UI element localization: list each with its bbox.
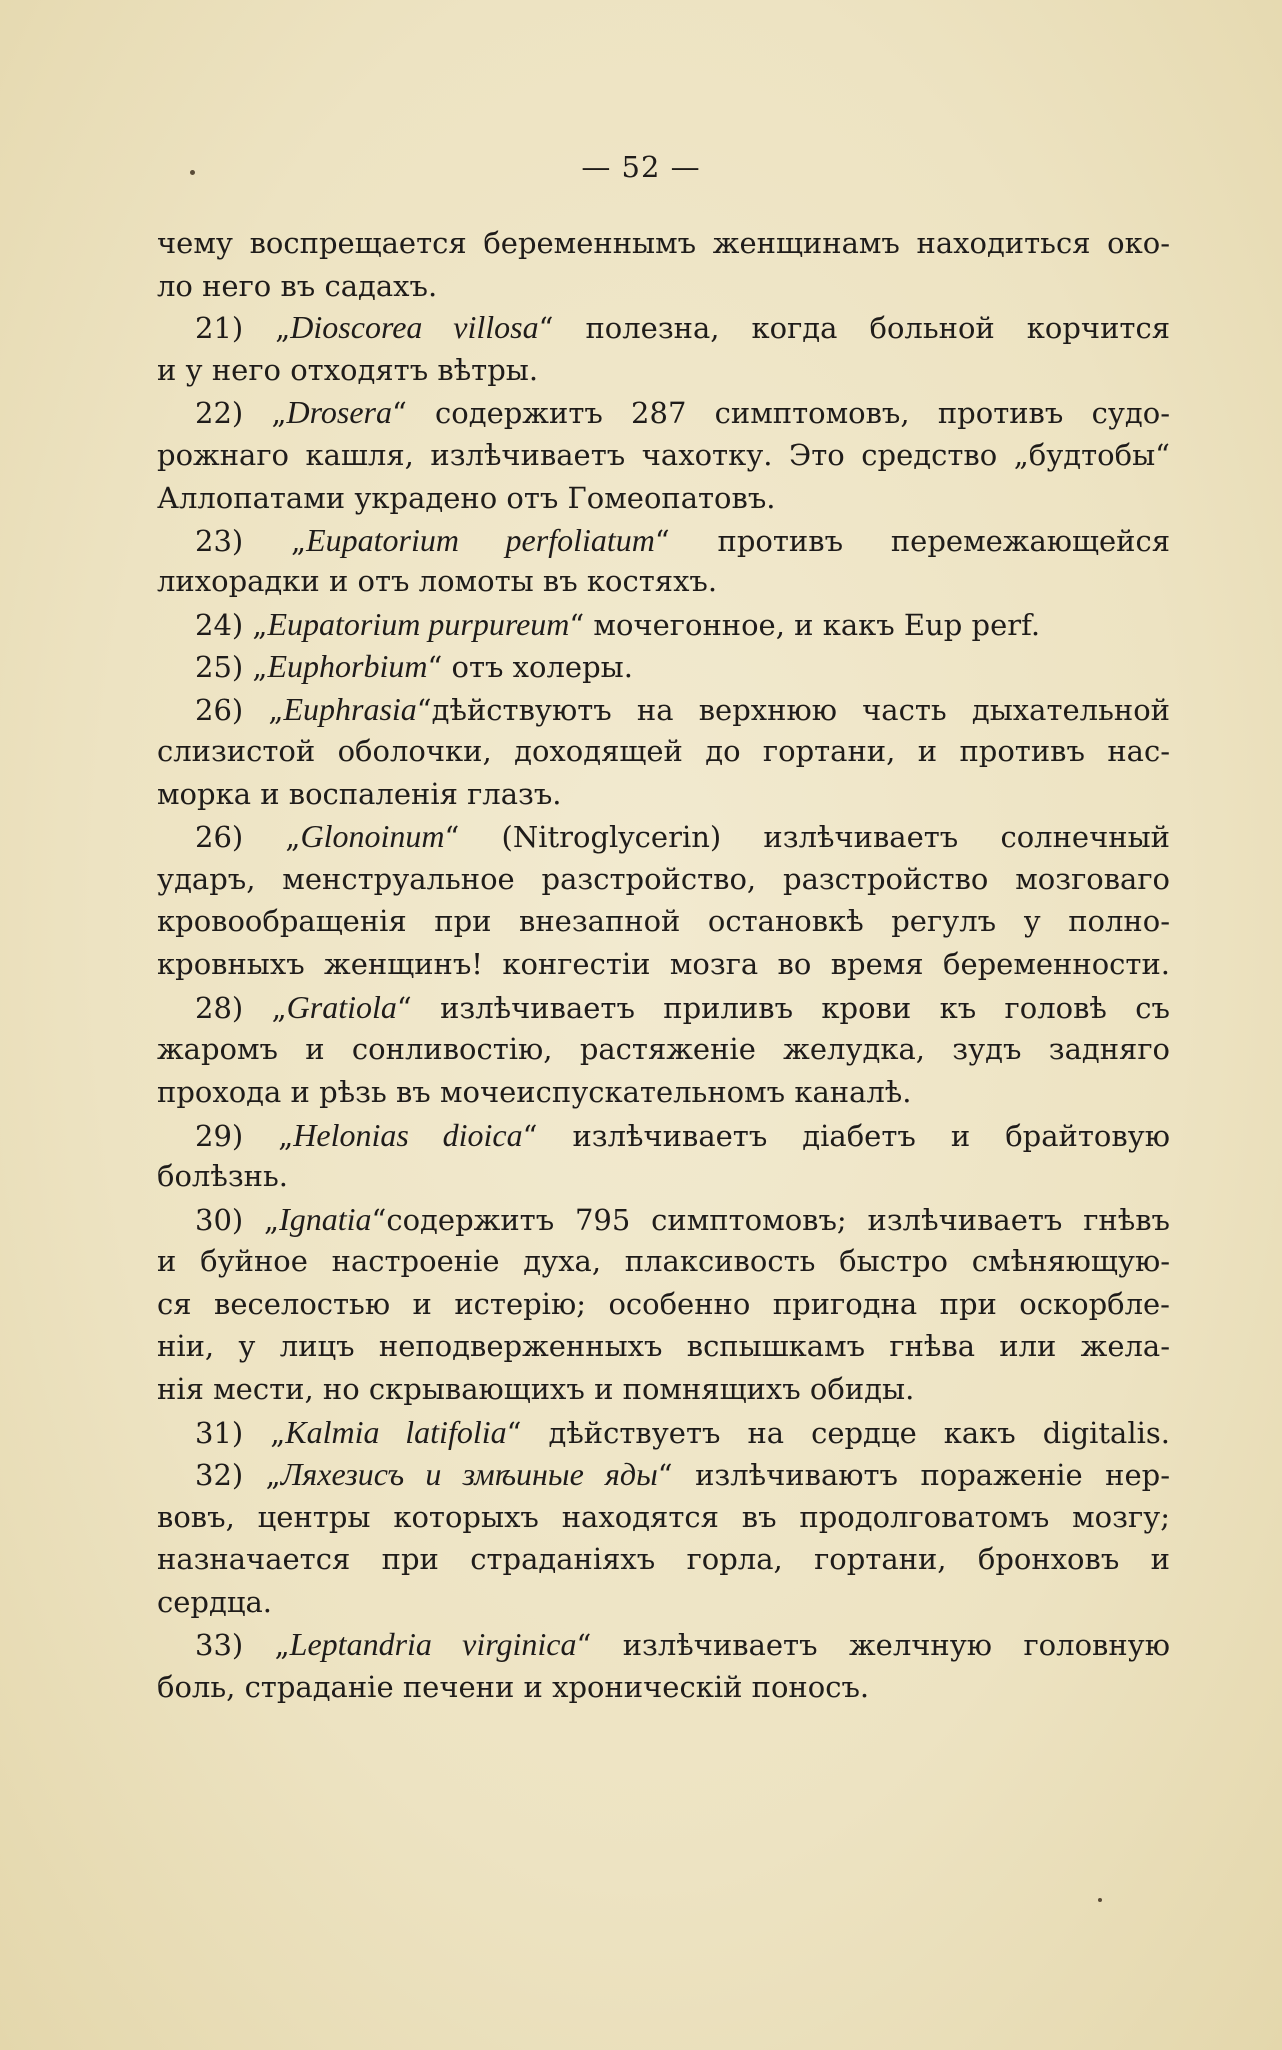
remedy-name: Kalmia latifolia [285,1414,507,1450]
text-segment: боль, страданіе печени и хроническій поносъ. [157,1670,870,1704]
text-line [195,1112,1170,1158]
text-line [195,813,1170,859]
text-line [157,1026,1170,1072]
text-segment: 28) „ [195,991,287,1025]
text-segment: рожнаго кашля, излѣчиваетъ чахотку. Это средство „будтобы“ [157,438,1170,472]
text-segment: назначается при страданіяхъ горла, гортани, бронховъ и [157,1542,1170,1576]
remedy-name: Leptandria virginica [289,1626,577,1662]
text-segment: и у него отходятъ вѣтры. [157,353,539,387]
text-segment: нія мести, но скрывающихъ и помнящихъ обиды. [157,1372,915,1406]
text-line [195,517,1170,563]
text-line [195,643,1170,689]
text-segment: 21) „ [195,311,291,345]
text-line [157,1536,1170,1582]
text-segment: 25) „ [195,650,268,684]
text-segment: прохода и рѣзь въ мочеиспускательномъ каналѣ. [157,1075,912,1109]
text-line [195,984,1170,1030]
text-line [195,686,1170,732]
text-segment: “содержитъ 795 симптомовъ; излѣчиваетъ гнѣвъ [371,1203,1170,1237]
text-segment: “ излѣчиваютъ пораженіе нер- [657,1458,1171,1492]
remedy-name: Eupatorium perfoliatum [306,522,655,558]
text-line [195,304,1170,350]
text-line [157,1579,1170,1625]
text-line [157,1281,1170,1327]
text-segment: “ излѣчиваетъ желчную головную [576,1628,1170,1662]
text-line [195,389,1170,435]
text-segment: болѣзнь. [157,1159,288,1193]
text-line [195,1196,1170,1242]
remedy-name: Euphrasia [283,691,417,727]
text-line [157,1238,1170,1284]
text-segment: 26) „ [195,820,301,854]
print-speck [1098,1898,1102,1902]
text-segment: “ дѣйствуетъ на сердце какъ digitalis. [506,1416,1170,1450]
text-segment: и буйное настроеніе духа, плаксивость быстро смѣняющую- [157,1244,1170,1278]
text-segment: “ полезна, когда больной корчится [538,311,1171,345]
text-line [157,1323,1170,1369]
remedy-name: Glonoinum [300,818,445,854]
remedy-name: Ляхезисъ и змѣиные яды [280,1456,658,1492]
text-segment: кровообращенія при внезапной остановкѣ регулъ у полно- [157,904,1170,938]
text-segment: “ мочегонное, и какъ Eup perf. [569,608,1041,642]
page-number: — 52 — [581,150,701,184]
text-segment: жаромъ и сонливостію, растяженіе желудка, зудъ задняго [157,1032,1170,1066]
text-segment: Аллопатами украдено отъ Гомеопатовъ. [157,481,776,515]
text-line [157,856,1170,902]
remedy-name: Drosera [286,394,392,430]
text-segment: 29) „ [195,1119,294,1153]
text-segment: 33) „ [195,1628,290,1662]
text-segment: морка и воспаленія глазъ. [157,777,562,811]
text-segment: “ излѣчиваетъ діабетъ и брайтовую [522,1119,1170,1153]
text-segment: чему воспрещается беременнымъ женщинамъ находиться око- [157,226,1170,260]
text-line [157,347,1170,393]
text-line [195,601,1170,647]
remedy-name: Dioscorea villosa [290,309,539,345]
text-segment: ся веселостью и истерію; особенно пригодна при оскорбле- [157,1287,1170,1321]
remedy-name: Euphorbium [267,648,428,684]
text-segment: ударъ, менструальное разстройство, разстройство мозговаго [157,862,1170,896]
text-line [157,475,1170,521]
text-segment: 23) „ [195,524,307,558]
text-segment: сердца. [157,1585,272,1619]
text-line [157,771,1170,817]
text-segment: ніи, у лицъ неподверженныхъ вспышкамъ гнѣва или жела- [157,1329,1170,1363]
text-segment: 32) „ [195,1458,281,1492]
text-segment: вовъ, центры которыхъ находятся въ продолговатомъ мозгу; [157,1500,1170,1534]
text-line [157,263,1170,309]
text-line [157,432,1170,478]
text-segment: кровныхъ женщинъ! конгестіи мозга во время беременности. [157,947,1170,981]
text-segment: “ излѣчиваетъ приливъ крови къ головѣ съ [396,991,1170,1025]
text-segment: 30) „ [195,1203,280,1237]
text-segment: 22) „ [195,396,287,430]
text-line [157,558,1170,604]
remedy-name: Gratiola [286,989,397,1025]
text-segment: 26) „ [195,693,284,727]
text-line [157,1664,1170,1710]
text-segment: “дѣйствуютъ на верхнюю часть дыхательной [416,693,1170,727]
text-line [157,941,1170,987]
text-line [195,1409,1170,1455]
text-segment: “ содержитъ 287 симптомовъ, противъ судо- [391,396,1170,430]
text-line [157,220,1170,266]
remedy-name: Ignatia [279,1201,372,1237]
text-line [195,1621,1170,1667]
text-segment: “ отъ холеры. [427,650,633,684]
text-segment: “ (Nitroglycerin) излѣчиваетъ солнечный [444,820,1170,854]
text-segment: “ противъ перемежающейся [654,524,1170,558]
text-segment: 24) „ [195,608,268,642]
remedy-name: Helonias dioica [293,1117,523,1153]
remedy-name: Eupatorium purpureum [267,606,570,642]
text-line [157,728,1170,774]
text-line [157,1153,1170,1199]
text-segment: лихорадки и отъ ломоты въ костяхъ. [157,564,718,598]
text-segment: ло него въ садахъ. [157,269,438,303]
text-segment: слизистой оболочки, доходящей до гортани, и противъ нас- [157,734,1170,768]
text-line [157,1069,1170,1115]
text-line [157,898,1170,944]
text-line [157,1366,1170,1412]
text-segment: 31) „ [195,1416,286,1450]
text-line [157,1494,1170,1540]
text-line [195,1451,1170,1497]
